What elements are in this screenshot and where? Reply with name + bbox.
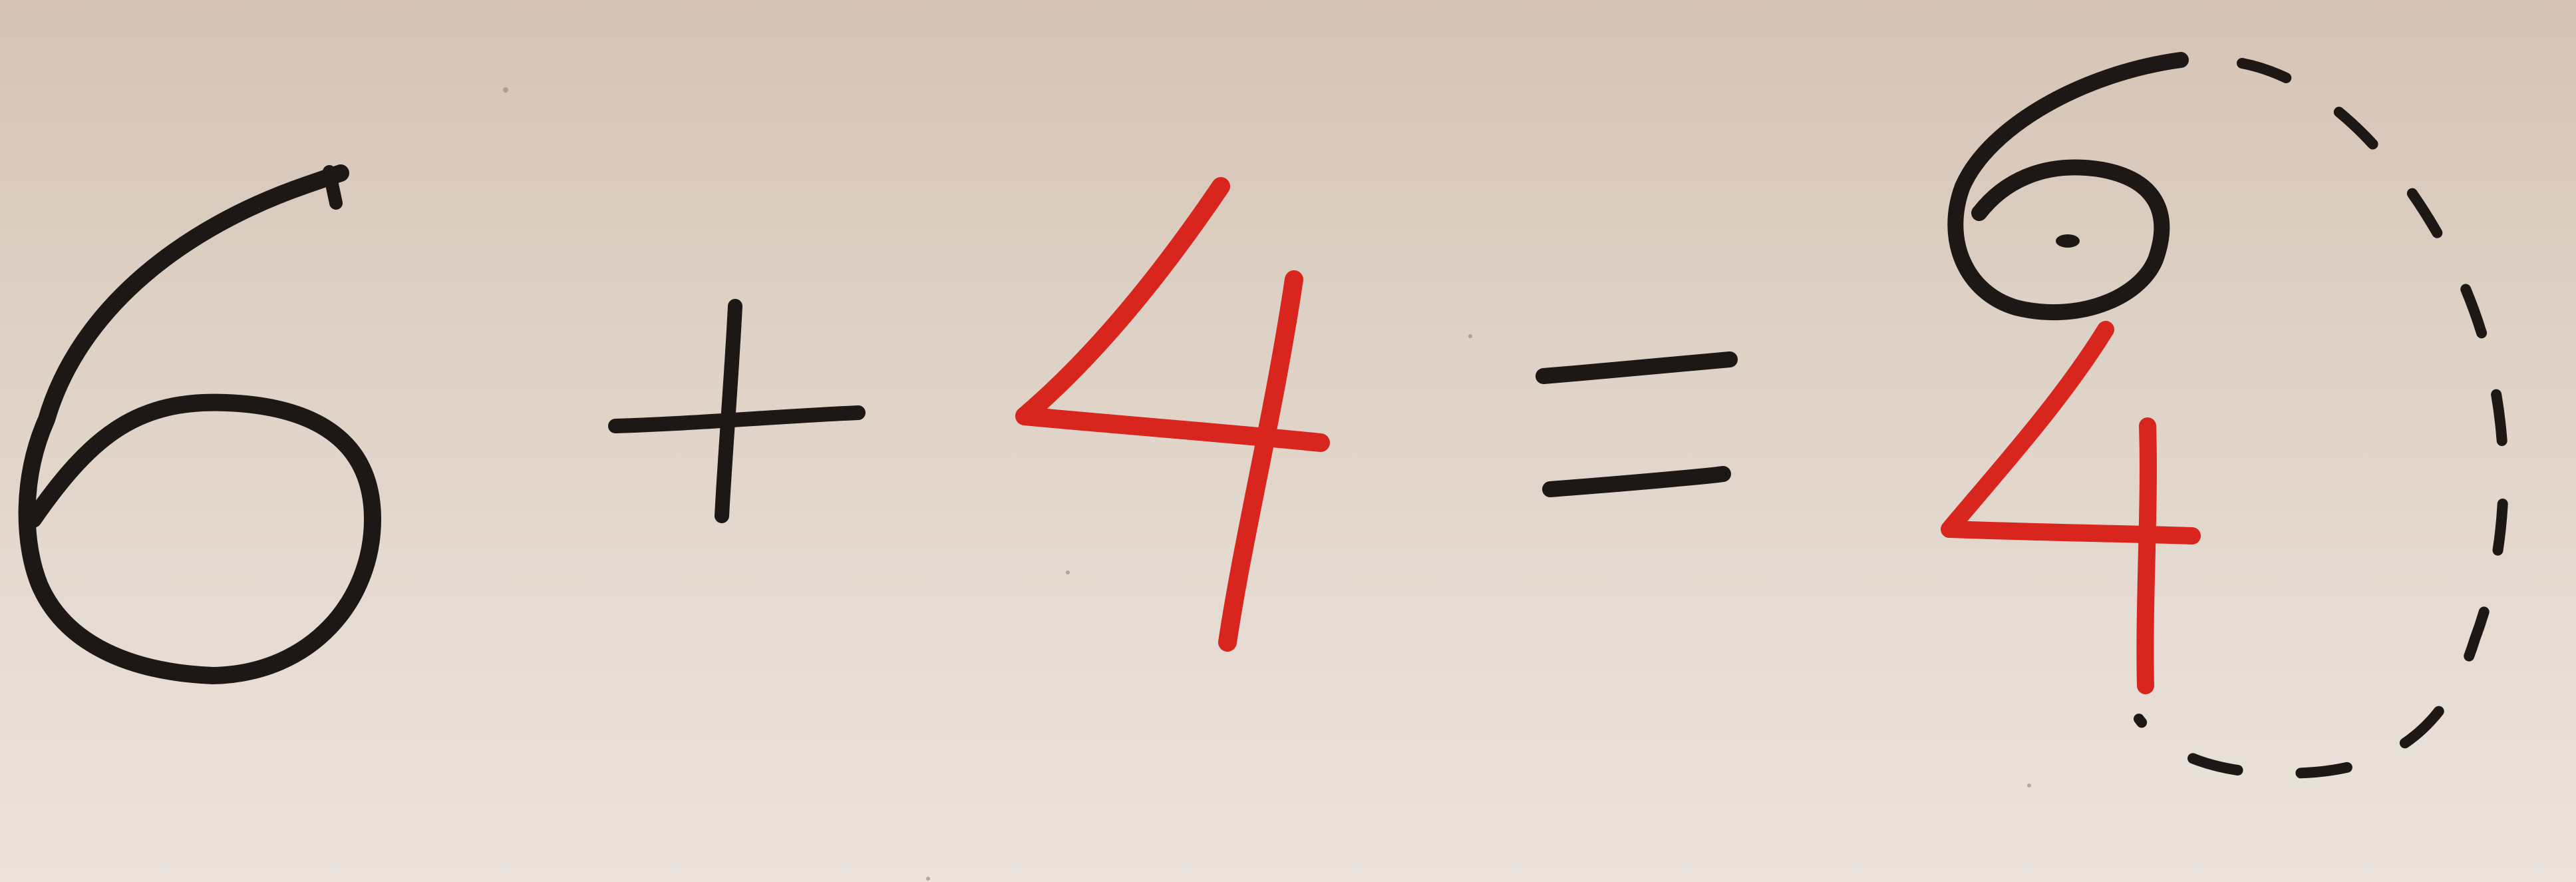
dashed-result-circle <box>2139 63 2503 773</box>
digit-six-operand <box>27 172 373 676</box>
plus-sign <box>615 306 858 516</box>
equals-sign <box>1543 359 1730 489</box>
result-six-center-dot <box>2056 234 2080 248</box>
result-digit-four <box>1949 330 2192 686</box>
result-digit-six <box>1955 60 2181 312</box>
paper-texture <box>503 87 2031 881</box>
